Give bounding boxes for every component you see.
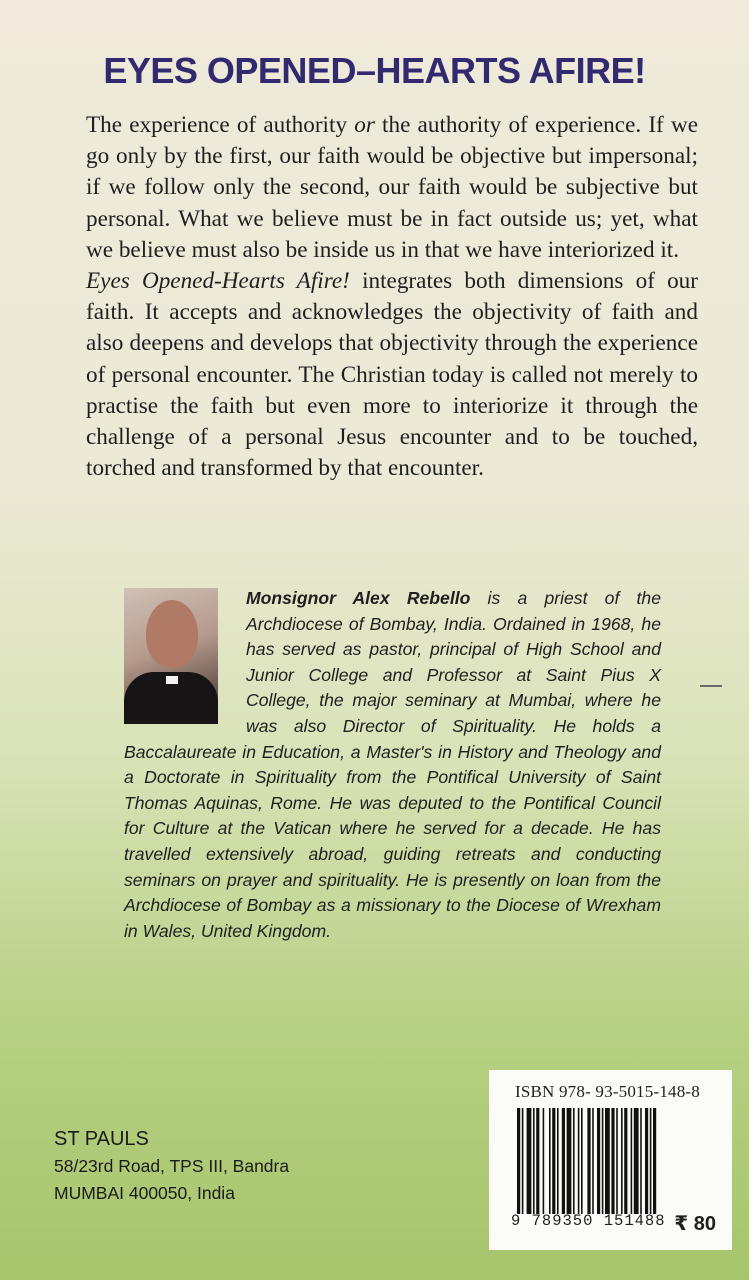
blurb-paragraph [86, 110, 698, 266]
barcode [517, 1108, 713, 1214]
barcode-bar [640, 1108, 642, 1214]
barcode-bar [522, 1108, 524, 1214]
blurb-paragraph-2: integrates both dimensions of our faith. It accepts and acknowledges the objectivity of faith and also deepens and develops that objectivity through the experience of personal encounter. The Christian today is called not merely to practise the faith but even more to interiorize it through the challenge of a personal Jesus encounter and to be touched, torched and transformed by that encounter. [86, 268, 699, 482]
barcode-bar [549, 1108, 551, 1214]
barcode-bar [581, 1108, 583, 1214]
publisher-address-line: 58/23rd Road, TPS III, Bandra [54, 1156, 290, 1176]
barcode-bar [645, 1108, 648, 1214]
barcode-bar [557, 1108, 559, 1214]
barcode-bar [562, 1108, 565, 1214]
blurb-paragraph-1: The experience of authority or the authority of experience. If we go only by the first, our faith would be objective but impersonal; if we follow only the second, our faith would be subjective but personal. What we believe must be in fact outside us; yet, what we believe must also be inside us in that we have interiorized it. [86, 112, 699, 263]
price: ₹ 80 [674, 1213, 716, 1235]
barcode-digits: 9 789350 151488 [511, 1212, 666, 1230]
author-photo-head [146, 600, 198, 668]
barcode-bar [536, 1108, 539, 1214]
isbn-box [489, 1070, 732, 1250]
barcode-bar [592, 1108, 594, 1214]
barcode-bar [602, 1108, 604, 1214]
barcode-bar [631, 1108, 633, 1214]
barcode-bar [616, 1108, 618, 1214]
barcode-bar [533, 1108, 535, 1214]
barcode-bar [578, 1108, 580, 1214]
barcode-bar [567, 1108, 572, 1214]
barcode-bar [634, 1108, 639, 1214]
barcode-bar [624, 1108, 627, 1214]
barcode-bar [653, 1108, 656, 1214]
barcode-bar [573, 1108, 575, 1214]
author-bio [124, 586, 661, 944]
book-title-reference: Eyes Opened-Hearts Afire! [86, 268, 350, 295]
barcode-bar [650, 1108, 652, 1214]
barcode-bar [587, 1108, 590, 1214]
publisher-name: ST PAULS [54, 1128, 149, 1150]
barcode-bar [552, 1108, 555, 1214]
publisher-address-line: MUMBAI 400050, India [54, 1183, 235, 1203]
barcode-bar [527, 1108, 532, 1214]
blurb-paragraph [86, 266, 698, 484]
author-photo-collar [166, 676, 178, 684]
isbn-label: ISBN 978- 93-5015-148-8 [515, 1082, 700, 1101]
author-bio-text: is a priest of the Archdiocese of Bombay, India. Ordained in 1968, he has served as pastor, principal of High School and Junior College and Professor at Saint Pius X College, the major seminary at Mumbai, where he was also Director of Spirituality. He holds a Baccalaureate in Education, a Master's in History and Theology and a Doctorate in Spirituality from the Pontifical University of Saint Thomas Aquinas, Rome. He was deputed to the Pontifical Council for Culture at the Vatican where he served for a decade. He has travelled extensively abroad, guiding retreats and conducting seminars on prayer and spirituality. He is presently on loan from the Archdiocese of Bombay as a missionary to the Diocese of Wrexham in Wales, United Kingdom. [124, 588, 661, 941]
barcode-bar [621, 1108, 623, 1214]
author-name: Monsignor Alex Rebello [246, 588, 471, 608]
barcode-bar [605, 1108, 610, 1214]
barcode-bar [611, 1108, 614, 1214]
barcode-bar [543, 1108, 545, 1214]
blurb [86, 110, 698, 484]
margin-mark [700, 685, 722, 687]
emphasis-or: or [354, 112, 375, 138]
book-title: EYES OPENED–HEARTS AFIRE! [103, 50, 646, 91]
publisher-block [54, 1125, 289, 1207]
barcode-bar [597, 1108, 600, 1214]
author-photo [124, 588, 218, 724]
barcode-bar [517, 1108, 520, 1214]
